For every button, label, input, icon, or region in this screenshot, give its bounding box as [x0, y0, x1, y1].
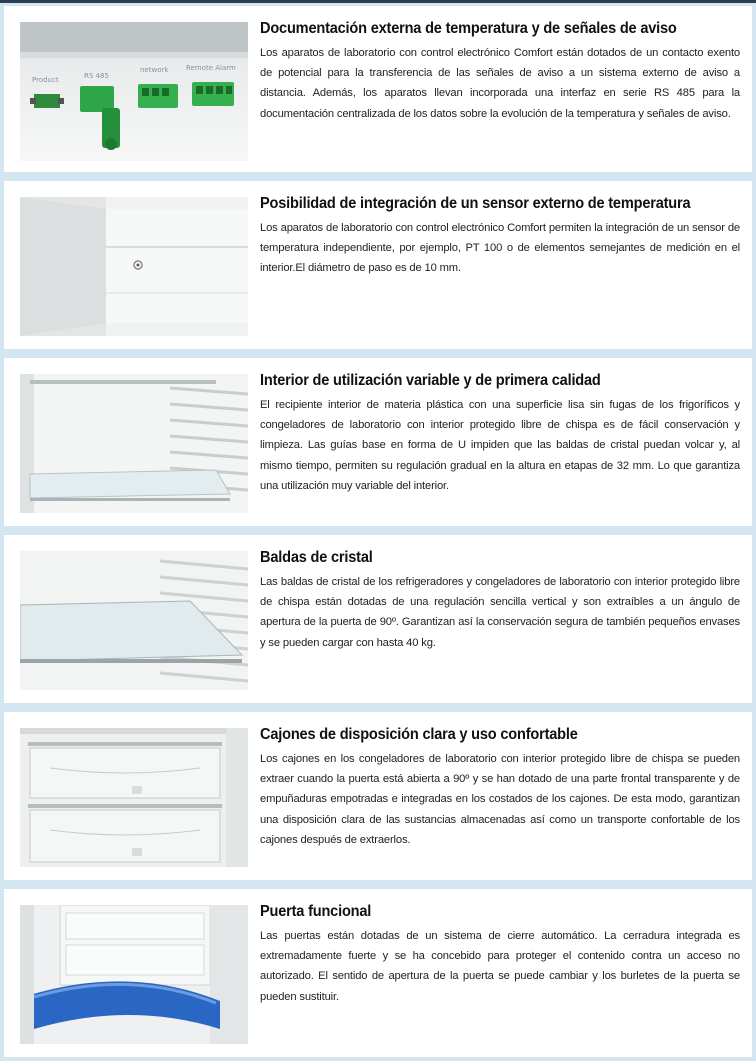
feature-card-drawers — [4, 712, 752, 880]
photo-glass-shelf — [20, 551, 248, 690]
section-body: El recipiente interior de materia plástica con una superficie lisa sin fugas de los frigoríficos y congeladores de laboratorio con interior protegido libre de chispa es de fácil conservación y limpieza. Las guías base en forma de U impiden que las baldas de cristal puedan volcar y, al mismo tiempo, permiten su regulación gradual en la altura en etapas de 32 mm. Lo que garantiza una utilización muy variable del interior. — [260, 399, 740, 492]
section-title: Puerta funcional — [260, 903, 372, 920]
feature-card-sensor — [4, 181, 752, 349]
section-body: Las puertas están dotadas de un sistema de cierre automático. La cerradura integrada es extremadamente fuerte y se ha concebido para proteger el contenido contra un acceso no autorizado. El sentido de apertura de la puerta se puede cambiar y los burletes de la puerta se pueden sustituir. — [260, 930, 740, 1003]
photo-door — [20, 905, 248, 1044]
photo-connectors — [20, 22, 248, 161]
photo-sensor-port — [20, 197, 248, 336]
section-body: Los cajones en los congeladores de laboratorio con interior protegido libre de chispa se pueden extraer cuando la puerta está abierta a 90º y se han dotado de una parte frontal transparente y de empuñaduras empotradas e integradas en los costados de los cajones. De esta modo, garantizan una disposición clara de las sustancias almacenadas así como un transporte confortable de los cajones después de extraerlos. — [260, 753, 740, 846]
section-title: Interior de utilización variable y de primera calidad — [260, 372, 601, 389]
section-body: Los aparatos de laboratorio con control electrónico Comfort están dotados de un contacto exento de potencial para la transferencia de las señales de aviso a un sistema externo de aviso a distancia. Además, los aparatos llevan incorporada una interfaz en serie RS 485 para la documentación centralizada de los datos sobre la evolución de la temperatura y señales de aviso. — [260, 47, 740, 120]
section-title: Posibilidad de integración de un sensor externo de temperatura — [260, 195, 691, 212]
interior-shelves-illustration — [20, 374, 248, 513]
glass-shelf-illustration — [20, 551, 248, 690]
connector-panel-illustration — [20, 22, 248, 161]
photo-drawers — [20, 728, 248, 867]
feature-card-glass-shelves — [4, 535, 752, 703]
section-title: Cajones de disposición clara y uso confortable — [260, 726, 578, 743]
feature-card-alarm — [4, 6, 752, 172]
section-title: Documentación externa de temperatura y de señales de aviso — [260, 20, 677, 37]
photo-interior — [20, 374, 248, 513]
sensor-port-illustration — [20, 197, 248, 336]
label-rs485: RS 485 — [84, 72, 109, 80]
label-product: Product — [32, 76, 59, 84]
section-title: Baldas de cristal — [260, 549, 373, 566]
label-remote-alarm: Remote Alarm — [186, 64, 236, 72]
feature-card-interior — [4, 358, 752, 526]
door-seal-illustration — [20, 905, 248, 1044]
feature-card-door — [4, 889, 752, 1057]
label-network: network — [140, 66, 169, 74]
top-rule — [0, 0, 756, 3]
section-body: Las baldas de cristal de los refrigeradores y congeladores de laboratorio con interior protegido libre de chispa están dotadas de una regulación sencilla vertical y son extraíbles a un ángulo de apertura de la puerta de 90º. Garantizan así la conservación segura de también pequeños envases y se pueden cargar con hasta 40 kg. — [260, 576, 740, 649]
drawers-illustration — [20, 728, 248, 867]
section-body: Los aparatos de laboratorio con control electrónico Comfort permiten la integración de un sensor de temperatura independiente, por ejemplo, PT 100 o de elementos semejantes de medición en el interior.El diámetro de paso es de 10 mm. — [260, 222, 740, 275]
